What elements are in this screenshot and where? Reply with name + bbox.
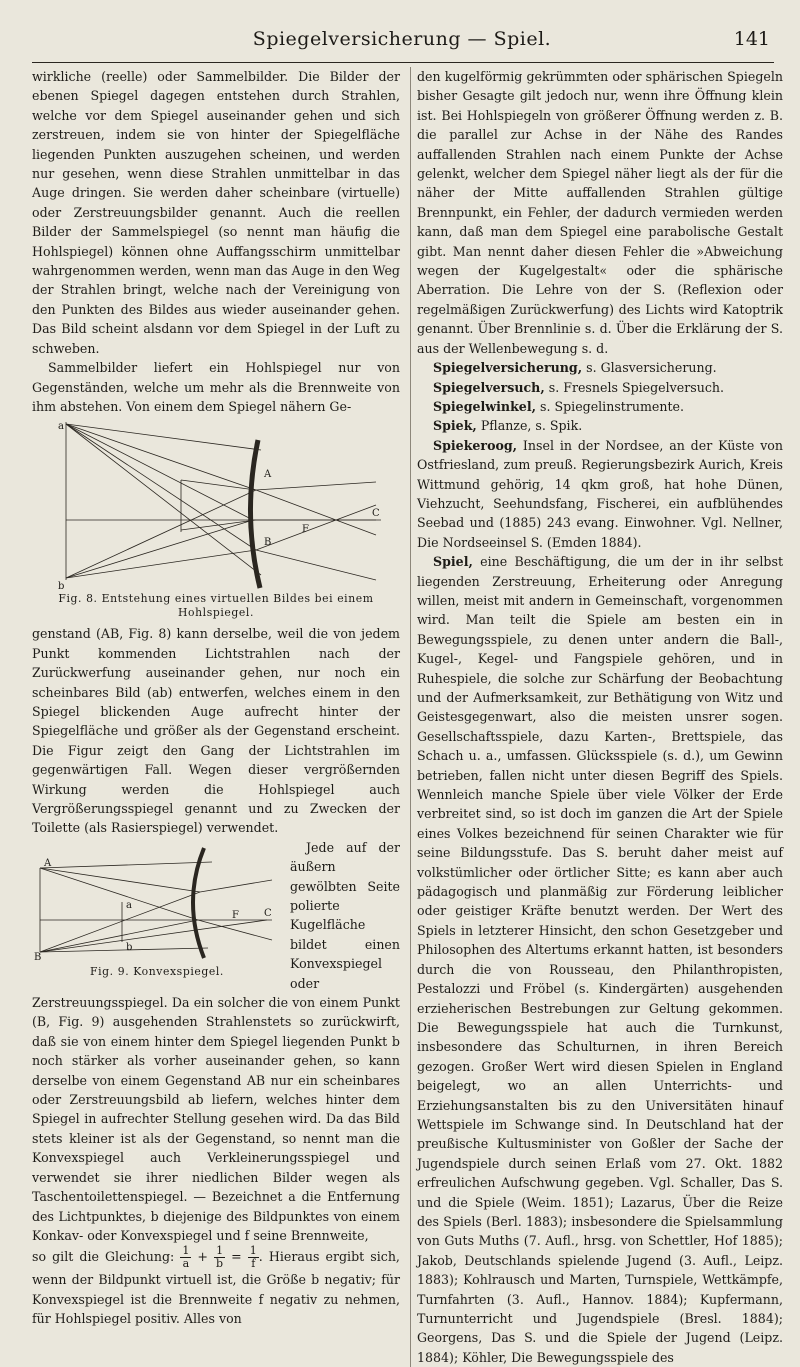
figure-8-diagram bbox=[46, 420, 386, 590]
entry-body: eine Beschäftigung, die um der in ihr selbst liegenden Zerstreuung, Erheiterung oder Anregung willen, meist mit andern in Gemeinschaft, vorgenommen wird. Man teilt die Spiele am besten ein in Bewegungsspiele, zu denen unter andern die Ball-, Kugel-, Kegel- und Fangspiele gehören, und in Ruhespiele, die solche zur Schärfung der Beobachtung und der Aufmerksamkeit, zur Bethätigung von Witz und Geistesgegenwart, also die meisten unsrer sogen. Gesellschaftsspiele, dazu Karten-, Brettspiele, das Schach u. a., umfassen. Glücksspiele (s. d.), um Gewinn betrieben, fallen nicht unter diesen Begriff des Spiels. Wennleich manche Spiele über viele Völker der Erde verbreitet sind, so ist doch im ganzen die Art der Spiele eines Volkes bezeichnend für seinen Charakter wie für seine Bildungsstufe. Das S. beruht daher meist auf volkstümlicher oder örtlicher Sitte; es kann aber auch pädagogisch und planmäßig zur Förderung leiblicher oder geistiger Kräfte benutzt werden. Der Wert des Spiels in letzterer Hinsicht, den schon Gesetzgeber und Philosophen des Altertums erkannt hatten, ist besonders durch die von Rousseau, den Philanthropisten, Pestalozzi und Fröbel (s. Kindergärten) ausgehenden erzieherischen Bestrebungen zur Geltung gekommen. Die Bewegungsspiele hat auch die Turnkunst, insbesondere das Schulturnen, in ihren Bereich gezogen. Großer Wert wird diesen Spielen in England beigelegt, wo an allen Unterrichts- und Erziehungsanstalten bis zu den Universitäten hinauf Wettspiele im Schwange sind. In Deutschland hat der preußische Kultusminister von Goßler der Sache der Jugendspiele durch seinen Erlaß vom 27. Okt. 1882 erfreulichen Aufschwung gegeben. Vgl. Schaller, Das S. und die Spiele (Weim. 1851); Lazarus, Über die Reize des Spiels (Berl. 1883); insbesondere die Spielsammlung von Guts Muths (7. Aufl., hrsg. von Schettler, Hof 1885); Jakob, Deutschlands spielende Jugend (3. Aufl., Leipz. 1883); Kohlrausch und Marten, Turnspiele, Wettkämpfe, Turnfahrten (3. Aufl., Hannov. 1884); Kupfermann, Turnunterricht und Jugendspiele (Bresl. 1884); Georgens, Das S. und die Spiele der Jugend (Leipz. 1884); Köhler, Die Bewegungsspiele des bbox=[417, 554, 783, 1365]
entry-spiegelversuch bbox=[417, 378, 783, 397]
entry-body: Pflanze, s. Spik. bbox=[476, 418, 583, 434]
entry-headword: Spiekeroog, bbox=[433, 437, 518, 453]
entry-headword: Spiel, bbox=[433, 554, 473, 570]
right-column bbox=[410, 67, 783, 1367]
figure-9-wrap bbox=[32, 838, 400, 1246]
running-head-title: Spiegelversicherung — Spiel. bbox=[252, 28, 552, 50]
left-column bbox=[32, 67, 400, 1329]
figure-9-caption: Fig. 9. Konvexspiegel. bbox=[90, 965, 224, 979]
figure-9-label-A: A bbox=[44, 857, 52, 869]
paragraph: Sammelbilder liefert ein Hohlspiegel nur von Gegenständen, welche um mehr als die Brennweite von ihm abstehen. Von einem dem Spiegel nähern Ge- bbox=[32, 360, 400, 414]
entry-spiek bbox=[417, 416, 783, 435]
fraction-1-b: $\frac{1}{b}$ bbox=[216, 1244, 224, 1271]
entry-body: Insel in der Nordsee, an der Küste von Ostfriesland, zum preuß. Regierungsbezirk Aurich, Kreis Wittmund gehörig, 14 qkm groß, hat hohe Dünen, Viehzucht, Seehundsfang, Fischerei, ein aufblühendes Seebad und (1885) 243 evang. Einwohner. Vgl. Nellner, Die Nordseeinsel S. (Emden 1884). bbox=[417, 437, 783, 550]
equation-prefix: so gilt die Gleichung: bbox=[32, 1249, 175, 1265]
figure-8 bbox=[32, 420, 400, 620]
fraction-1-a: $\frac{1}{a}$ bbox=[182, 1244, 190, 1271]
figure-8-label-C: C bbox=[372, 508, 380, 520]
figure-8-label-b: b bbox=[58, 581, 65, 591]
entry-spiegelversicherung bbox=[417, 358, 783, 377]
figure-9-label-b: b bbox=[126, 941, 133, 953]
header-rule bbox=[32, 62, 774, 63]
figure-8-caption: Fig. 8. Entstehung eines virtuellen Bildes bei einem Hohlspiegel. bbox=[58, 592, 374, 620]
entry-spiegelwinkel bbox=[417, 397, 783, 416]
paragraph: Jede auf der äußern gewölbten Seite polierte Kugelfläche bildet einen Konvexspiegel oder Zerstreuungsspiegel. Da ein solcher die von einem Punkt (B, Fig. 9) ausgehenden Strahlenstets so zurückwirft, daß sie von einem hinter dem Spiegel liegenden Punkt b noch stärker als vorher auseinander gehen, so kann derselbe von einem Gegenstand AB nur ein scheinbares oder Zerstreuungsbild ab liefern, welches hinter dem Spiegel in aufrechter Stellung gesehen wird. Da das Bild stets kleiner ist als der Gegenstand, so nennt man die Konvexspiegel auch Verkleinerungsspiegel und verwendet sie ihrer niedlichen Bilder wegen als Taschentoilettenspiegel. — Bezeichnet a die Entfernung des Lichtpunktes, b diejenige des Bildpunktes von einem Konkav- oder Konvexspiegel und f seine Brennweite, bbox=[32, 839, 400, 1243]
figure-8-label-a: a bbox=[58, 421, 64, 433]
entry-spiel bbox=[417, 552, 783, 1367]
figure-9-label-a: a bbox=[126, 899, 132, 911]
equals-sign: = bbox=[231, 1249, 242, 1265]
running-head bbox=[32, 28, 772, 60]
equation-suffix: Hieraus ergibt sich, wenn der Bildpunkt virtuell ist, die Größe b negativ; für Konvexspiegel ist die Brennweite f negativ zu nehmen, für Hohlspiegel positiv. Alles von bbox=[32, 1249, 400, 1327]
paragraph: wirkliche (reelle) oder Sammelbilder. Die Bilder der ebenen Spiegel dagegen entstehen durch Strahlen, welche vor dem Spiegel auseinander gehen und sich zerstreuen, indem sie von hinter der Spiegelfläche liegenden Punkten auszugehen scheinen, und werden nur gesehen, wenn diese Strahlen unmittelbar in das Auge dringen. Sie werden daher scheinbare (virtuelle) oder Zerstreuungsbilder genannt. Auch die reellen Bilder der Sammelspiegel (so nennt man häufig die Hohlspiegel) können ohne Auffangsschirm unmittelbar wahrgenommen werden, wenn man das Auge in den Weg der Strahlen bringt, welche nach der Vereinigung von den Punkten des Bildes aus wieder auseinander gehen. Das Bild scheint alsdann vor dem Spiegel in der Luft zu schweben. bbox=[32, 69, 400, 356]
figure-9-label-B: B bbox=[34, 951, 42, 960]
entry-body: s. Glasversicherung. bbox=[582, 360, 717, 376]
paragraph: genstand (AB, Fig. 8) kann derselbe, weil die von jedem Punkt kommenden Lichtstrahlen nach der Zurückwerfung auseinander gehen, nur noch ein scheinbares Bild (ab) entwerfen, welches einem in den Spiegel blickenden Auge aufrecht hinter der Spiegelfläche und größer als der Gegenstand erscheint. Die Figur zeigt den Gang der Lichtstrahlen im gegenwärtigen Fall. Wegen dieser vergrößernden Wirkung werden die Hohlspiegel auch Vergrößerungsspiegel genannt und zu Zwecken der Toilette (als Rasierspiegel) verwendet. bbox=[32, 626, 400, 836]
figure-8-label-F: F bbox=[302, 524, 309, 536]
entry-headword: Spiegelversuch, bbox=[433, 379, 545, 395]
figure-8-label-B: B bbox=[264, 537, 272, 549]
equation-line bbox=[32, 1245, 400, 1328]
page-number: 141 bbox=[733, 28, 770, 50]
plus-sign: + bbox=[197, 1249, 208, 1265]
entry-headword: Spiek, bbox=[433, 418, 477, 434]
figure-9-label-F: F bbox=[232, 909, 239, 921]
figure-9 bbox=[32, 840, 282, 983]
entry-headword: Spiegelwinkel, bbox=[433, 398, 536, 414]
fraction-1-f: $\frac{1}{f}$ bbox=[249, 1244, 257, 1271]
paragraph: den kugelförmig gekrümmten oder sphärischen Spiegeln bisher Gesagte gilt jedoch nur, wenn ihre Öffnung klein ist. Bei Hohlspiegeln von größerer Öffnung werden z. B. die parallel zur Achse in der Nähe des Randes auffallenden Strahlen nach einem Punkte der Achse gelenkt, welcher dem Spiegel näher liegt als der für die näher der Mitte auffallenden Strahlen gültige Brennpunkt, ein Fehler, der dadurch vermieden werden kann, daß man dem Spiegel eine parabolische Gestalt gibt. Man nennt daher diesen Fehler die »Abweichung wegen der Kugelgestalt« oder die sphärische Aberration. Die Lehre von der S. (Reflexion oder regelmäßigen Zurückwerfung) des Lichts wird Katoptrik genannt. Über Brennlinie s. d. Über die Erklärung der S. aus der Wellenbewegung s. d. bbox=[417, 69, 783, 356]
entry-headword: Spiegelversicherung, bbox=[433, 360, 583, 376]
lens-equation: $\frac{1}{a}$ + $\frac{1}{b}$ = $\frac{1}{f}$ . bbox=[182, 1244, 269, 1271]
figure-8-label-A: A bbox=[264, 469, 272, 481]
entry-spiekeroog bbox=[417, 436, 783, 552]
entry-body: s. Spiegelinstrumente. bbox=[536, 398, 685, 414]
figure-9-label-C: C bbox=[264, 907, 272, 919]
entry-body: s. Fresnels Spiegelversuch. bbox=[544, 379, 724, 395]
figure-9-diagram bbox=[32, 840, 282, 960]
